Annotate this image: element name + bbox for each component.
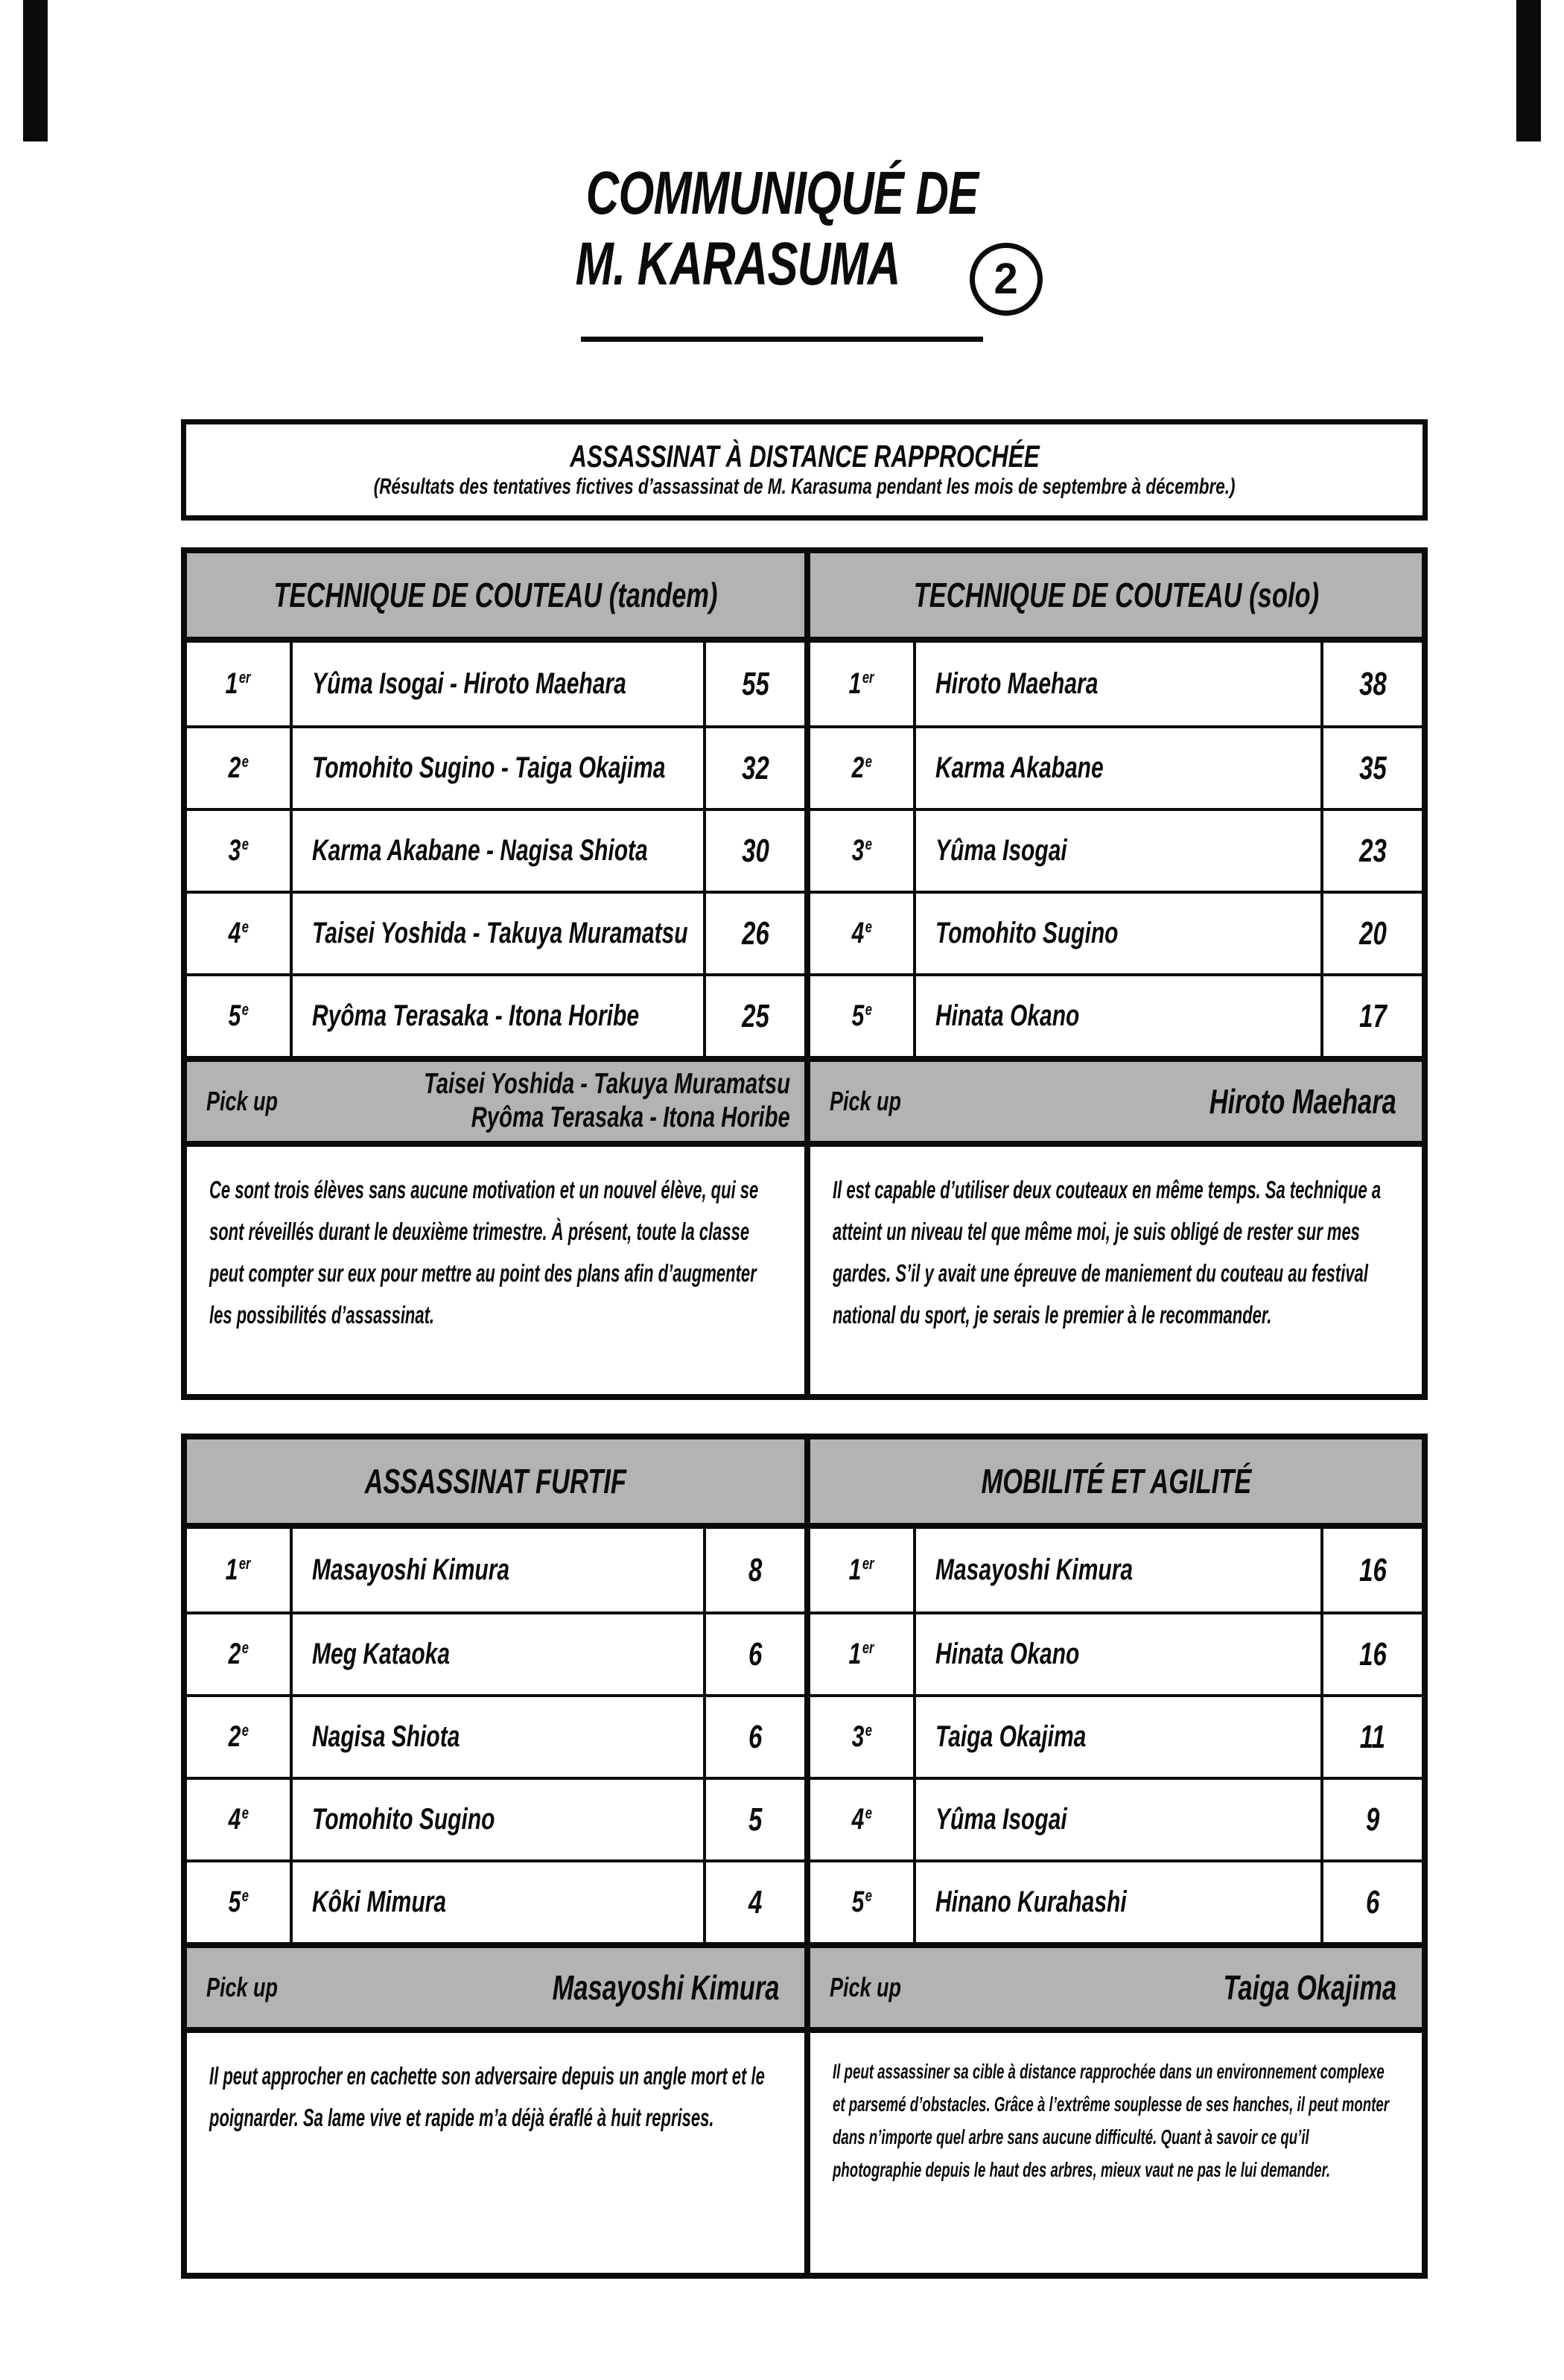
pickup-label: Pick up bbox=[830, 1086, 902, 1116]
name-cell: Yûma Isogai bbox=[935, 1803, 1067, 1836]
panel-mobility bbox=[804, 1439, 1422, 2273]
name-cell: Karma Akabane - Nagisa Shiota bbox=[312, 834, 648, 867]
pickup-names: Hiroto Maehara bbox=[1209, 1081, 1396, 1121]
score-cell: 38 bbox=[1320, 643, 1422, 725]
pickup-label: Pick up bbox=[830, 1972, 902, 2002]
table-row bbox=[187, 725, 804, 808]
pickup-label: Pick up bbox=[206, 1972, 279, 2002]
pickup-row bbox=[187, 1942, 804, 2033]
table-row bbox=[187, 808, 804, 891]
score-cell: 20 bbox=[1320, 894, 1422, 973]
table-row bbox=[810, 1529, 1422, 1611]
title-underline bbox=[581, 337, 983, 342]
table-row bbox=[810, 891, 1422, 973]
name-cell: Hinano Kurahashi bbox=[935, 1886, 1127, 1918]
rank-cell: 1er bbox=[810, 1614, 916, 1694]
page-title-line2: M. KARASUMA 2 bbox=[0, 229, 1564, 316]
rank-cell: 5e bbox=[187, 1862, 293, 1942]
table-row bbox=[810, 1611, 1422, 1694]
score-cell: 6 bbox=[703, 1614, 804, 1694]
name-cell: Tomohito Sugino - Taiga Okajima bbox=[312, 751, 666, 784]
name-cell: Masayoshi Kimura bbox=[312, 1553, 510, 1586]
table-row bbox=[187, 1694, 804, 1777]
score-cell: 5 bbox=[703, 1780, 804, 1859]
name-cell: Meg Kataoka bbox=[312, 1638, 451, 1670]
panel-knife-tandem bbox=[187, 553, 804, 1394]
score-cell: 23 bbox=[1320, 811, 1422, 891]
score-cell: 4 bbox=[703, 1862, 804, 1942]
pickup-row bbox=[810, 1056, 1422, 1147]
score-cell: 16 bbox=[1320, 1529, 1422, 1611]
rank-cell: 1er bbox=[187, 643, 293, 725]
name-cell: Kôki Mimura bbox=[312, 1886, 447, 1918]
score-cell: 55 bbox=[703, 643, 804, 725]
panel-header: TECHNIQUE DE COUTEAU (tandem) bbox=[187, 553, 804, 643]
score-cell: 25 bbox=[703, 976, 804, 1056]
rank-cell: 2e bbox=[187, 1614, 293, 1694]
table-row bbox=[187, 643, 804, 725]
rank-cell: 1er bbox=[810, 643, 916, 725]
banner-title: ASSASSINAT À DISTANCE RAPPROCHÉE bbox=[569, 438, 1040, 474]
score-cell: 35 bbox=[1320, 728, 1422, 808]
rank-cell: 2e bbox=[810, 728, 916, 808]
score-cell: 30 bbox=[703, 811, 804, 891]
rank-cell: 3e bbox=[810, 1697, 916, 1777]
name-cell: Karma Akabane bbox=[935, 751, 1104, 784]
name-cell: Yûma Isogai - Hiroto Maehara bbox=[312, 667, 626, 700]
panel-description: Ce sont trois élèves sans aucune motivation et un nouvel élève, qui se sont réveillés durant le deuxième trimestre. À présent, toute la classe peut compter sur eux pour mettre au point des plans afin d’augmenter les possibilités d’assassinat. bbox=[209, 1176, 759, 1329]
table-row bbox=[810, 1694, 1422, 1777]
table-row bbox=[810, 1859, 1422, 1942]
score-cell: 6 bbox=[703, 1697, 804, 1777]
table-row bbox=[187, 891, 804, 973]
name-cell: Yûma Isogai bbox=[935, 834, 1067, 867]
score-cell: 6 bbox=[1320, 1862, 1422, 1942]
panel-header: MOBILITÉ ET AGILITÉ bbox=[810, 1439, 1422, 1529]
pickup-names: Masayoshi Kimura bbox=[552, 1967, 779, 2007]
panel-stealth bbox=[187, 1439, 804, 2273]
panel-description: Il est capable d’utiliser deux couteaux en même temps. Sa technique a atteint un niveau tel que même moi, je suis obligé de rester sur mes gardes. S’il y avait une épreuve de maniement du couteau au festival national du sport, je serais le premier à le recommander. bbox=[833, 1176, 1382, 1329]
pickup-label: Pick up bbox=[206, 1086, 279, 1116]
name-cell: Hiroto Maehara bbox=[935, 667, 1099, 700]
table-row bbox=[187, 1859, 804, 1942]
table-row bbox=[187, 1777, 804, 1859]
rank-cell: 2e bbox=[187, 728, 293, 808]
panel-header: TECHNIQUE DE COUTEAU (solo) bbox=[810, 553, 1422, 643]
rank-cell: 1er bbox=[810, 1529, 916, 1611]
page-edge-mark-left bbox=[23, 0, 48, 141]
rank-cell: 5e bbox=[810, 1862, 916, 1942]
results-table-stealth-mobility bbox=[181, 1434, 1428, 2279]
name-cell: Taisei Yoshida - Takuya Muramatsu bbox=[312, 917, 688, 949]
score-cell: 8 bbox=[703, 1529, 804, 1611]
rank-cell: 4e bbox=[810, 894, 916, 973]
banner-subtitle: (Résultats des tentatives fictives d’assassinat de M. Karasuma pendant les mois de septembre à décembre.) bbox=[373, 474, 1236, 500]
name-cell: Taiga Okajima bbox=[935, 1720, 1087, 1753]
name-cell: Tomohito Sugino bbox=[935, 917, 1119, 949]
rank-cell: 5e bbox=[810, 976, 916, 1056]
name-cell: Hinata Okano bbox=[935, 999, 1080, 1032]
circled-number-badge: 2 bbox=[970, 243, 1043, 316]
page-title-line1: COMMUNIQUÉ DE bbox=[585, 159, 979, 227]
name-cell: Ryôma Terasaka - Itona Horibe bbox=[312, 999, 640, 1032]
name-cell: Hinata Okano bbox=[935, 1638, 1080, 1670]
results-table-knife bbox=[181, 547, 1428, 1400]
table-row bbox=[810, 725, 1422, 808]
score-cell: 32 bbox=[703, 728, 804, 808]
score-cell: 11 bbox=[1320, 1697, 1422, 1777]
rank-cell: 4e bbox=[810, 1780, 916, 1859]
rank-cell: 1er bbox=[187, 1529, 293, 1611]
pickup-names: Taisei Yoshida - Takuya Muramatsu Ryôma Terasaka - Itona Horibe bbox=[424, 1068, 791, 1133]
score-cell: 9 bbox=[1320, 1780, 1422, 1859]
rank-cell: 2e bbox=[187, 1697, 293, 1777]
table-row bbox=[810, 973, 1422, 1056]
panel-header: ASSASSINAT FURTIF bbox=[187, 1439, 804, 1529]
score-cell: 17 bbox=[1320, 976, 1422, 1056]
table-row bbox=[810, 643, 1422, 725]
table-row bbox=[187, 1611, 804, 1694]
rank-cell: 3e bbox=[187, 811, 293, 891]
table-row bbox=[810, 808, 1422, 891]
name-cell: Tomohito Sugino bbox=[312, 1803, 495, 1836]
table-row bbox=[187, 1529, 804, 1611]
pickup-row bbox=[187, 1056, 804, 1147]
page-title bbox=[0, 158, 1564, 316]
panel-knife-solo bbox=[804, 553, 1422, 1394]
rank-cell: 4e bbox=[187, 1780, 293, 1859]
table-row bbox=[187, 973, 804, 1056]
panel-description: Il peut approcher en cachette son adversaire depuis un angle mort et le poignarder. Sa lame vive et rapide m’a déjà éraflé à huit reprises. bbox=[209, 2062, 765, 2131]
score-cell: 16 bbox=[1320, 1614, 1422, 1694]
score-cell: 26 bbox=[703, 894, 804, 973]
pickup-row bbox=[810, 1942, 1422, 2033]
table-row bbox=[810, 1777, 1422, 1859]
rank-cell: 3e bbox=[810, 811, 916, 891]
name-cell: Nagisa Shiota bbox=[312, 1720, 460, 1753]
rank-cell: 4e bbox=[187, 894, 293, 973]
rank-cell: 5e bbox=[187, 976, 293, 1056]
name-cell: Masayoshi Kimura bbox=[935, 1553, 1134, 1586]
panel-description: Il peut assassiner sa cible à distance rapprochée dans un environnement complexe et parsemé d’obstacles. Grâce à l’extrême souplesse de ses hanches, il peut monter dans n’importe quel arbre sans aucune difficulté. Quant à savoir ce qu’il photographie depuis le haut des arbres, mieux vaut ne pas le lui demander. bbox=[833, 2060, 1390, 2181]
pickup-names: Taiga Okajima bbox=[1223, 1967, 1396, 2007]
banner-box bbox=[181, 419, 1428, 521]
page-edge-mark-right bbox=[1516, 0, 1541, 141]
